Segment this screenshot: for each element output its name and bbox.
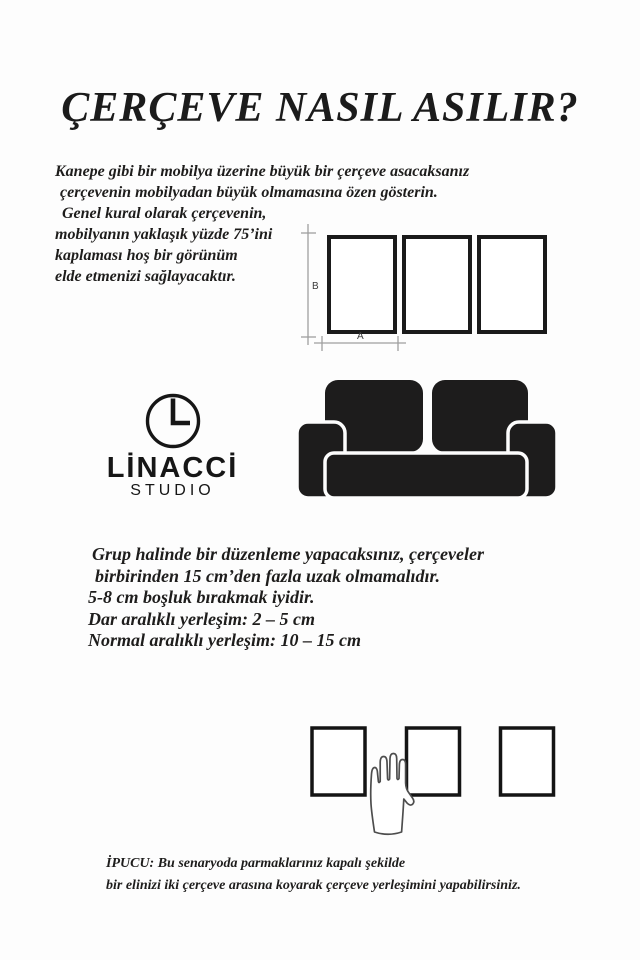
sofa-seat-cushion	[325, 453, 527, 498]
width-dimension-label: A	[357, 331, 364, 342]
page-title: ÇERÇEVE NASIL ASILIR?	[61, 85, 579, 131]
rules-line: Normal aralıklı yerleşim: 10 – 15 cm	[88, 630, 361, 650]
picture-frame	[479, 237, 545, 332]
picture-frame	[501, 728, 554, 795]
rules-line: Grup halinde bir düzenleme yapacaksınız, çerçeveler	[92, 544, 484, 564]
tip-text	[106, 853, 521, 896]
intro-line: Genel kural olarak çerçevenin,	[62, 205, 267, 222]
brand-logo	[95, 392, 250, 499]
tip-line: bir elinizi iki çerçeve arasına koyarak çerçeve yerleşimini yapabilirsiniz.	[106, 877, 521, 893]
intro-line: çerçevenin mobilyadan büyük olmamasına özen gösterin.	[60, 184, 438, 201]
picture-frame	[312, 728, 365, 795]
picture-frame	[404, 237, 470, 332]
intro-line: elde etmenizi sağlayacaktır.	[55, 268, 236, 285]
tip-line: İPUCU: Bu senaryoda parmaklarınız kapalı şekilde	[106, 856, 406, 871]
picture-frame	[329, 237, 395, 332]
frame-size-diagram	[300, 222, 556, 356]
intro-line: Kanepe gibi bir mobilya üzerine büyük bir çerçeve asacaksanız	[55, 163, 470, 180]
sofa-icon	[295, 375, 561, 501]
clock-icon	[144, 392, 202, 450]
brand-subtitle: STUDIO	[130, 482, 215, 499]
intro-line: kaplaması hoş bir görünüm	[55, 247, 238, 264]
picture-frame	[407, 728, 460, 795]
rules-line: Dar aralıklı yerleşim: 2 – 5 cm	[88, 608, 315, 629]
rules-line: birbirinden 15 cm’den fazla uzak olmamalıdır.	[95, 565, 441, 586]
brand-name: LİNACCİ	[106, 452, 239, 484]
rules-line: 5-8 cm boşluk bırakmak iyidir.	[88, 587, 315, 607]
spacing-rules-text	[88, 544, 484, 652]
frame-spacing-diagram	[305, 720, 565, 842]
intro-line: mobilyanın yaklaşık yüzde 75’ini	[55, 226, 273, 243]
height-dimension-label: B	[312, 281, 319, 292]
